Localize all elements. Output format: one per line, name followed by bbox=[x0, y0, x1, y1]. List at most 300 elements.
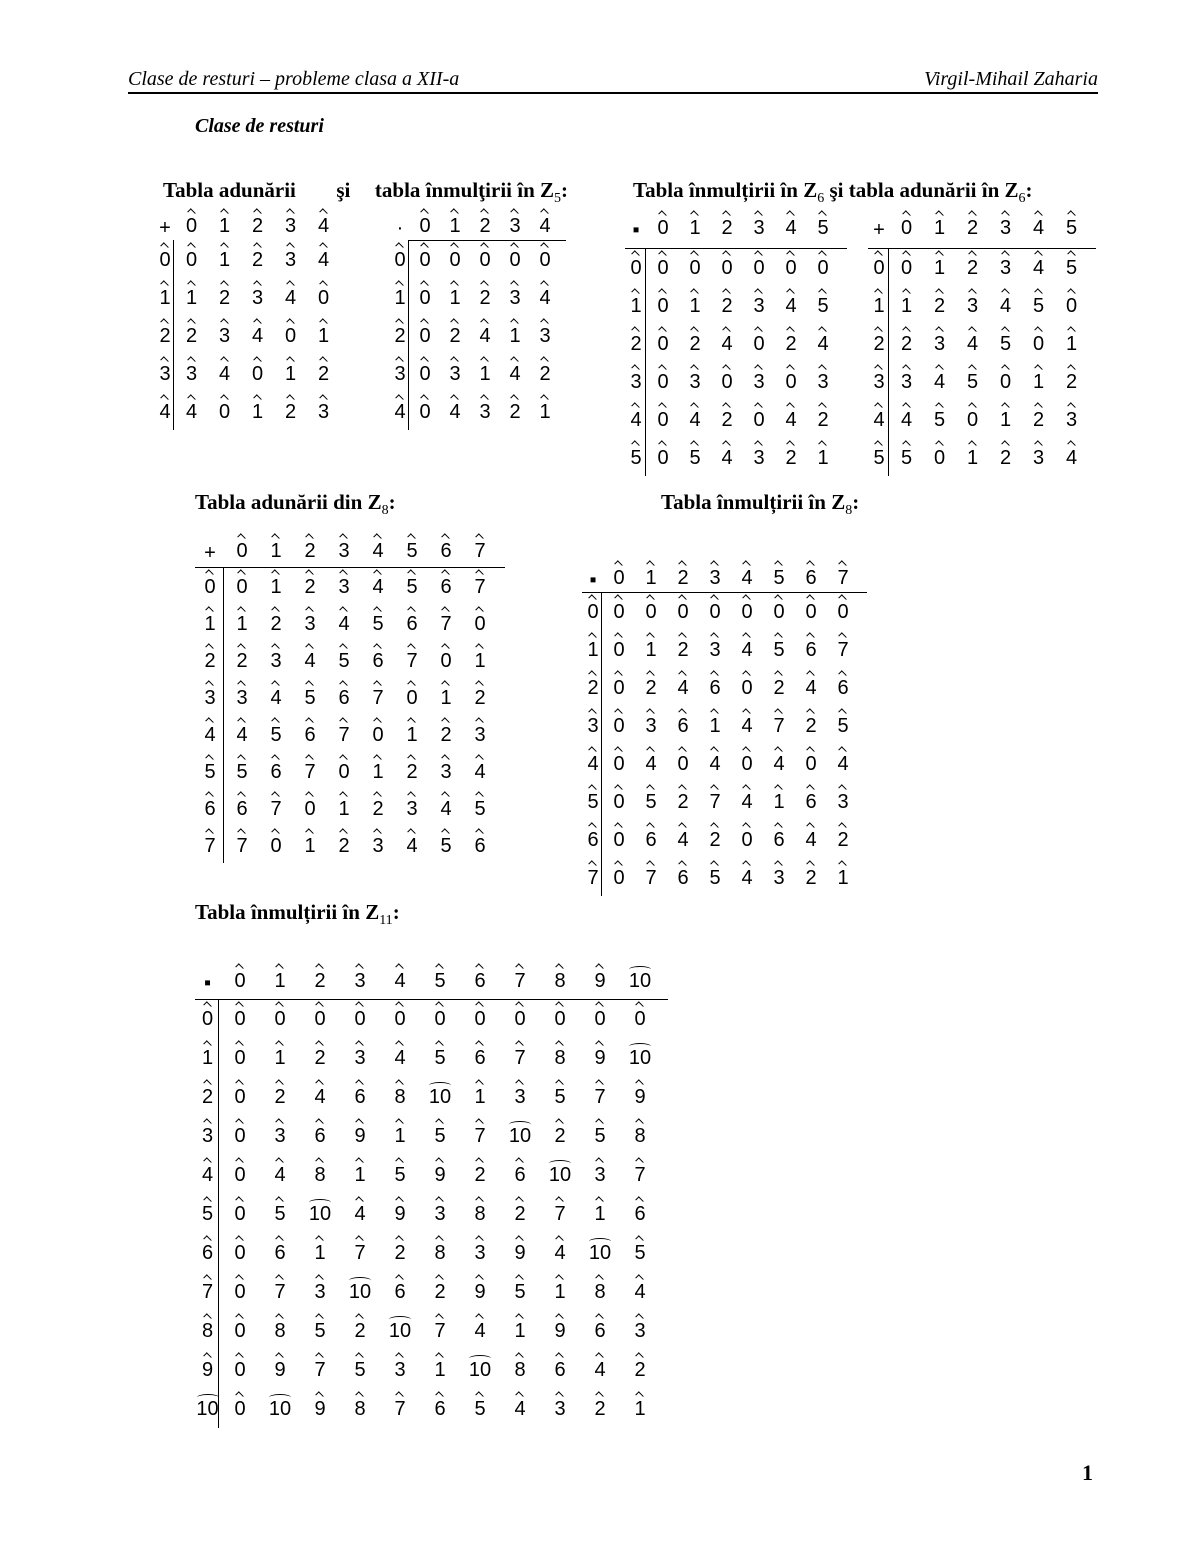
table-cell: 0 bbox=[647, 290, 679, 316]
table-cell: 4 bbox=[763, 748, 795, 774]
row-header: 0 bbox=[625, 252, 647, 278]
row-header: 5 bbox=[195, 1198, 220, 1224]
table-cell: 0 bbox=[923, 442, 956, 468]
table-cell: 2 bbox=[259, 608, 293, 634]
table-cell: 5 bbox=[380, 1159, 420, 1185]
table-cell: 2 bbox=[795, 862, 827, 888]
table-cell: 5 bbox=[500, 1276, 540, 1302]
table-cell: 7 bbox=[463, 571, 497, 597]
table-cell: 10 bbox=[420, 1081, 460, 1107]
table-cell: 5 bbox=[460, 1393, 500, 1419]
table-cell: 1 bbox=[540, 1276, 580, 1302]
table-cell: 6 bbox=[795, 634, 827, 660]
caption-z5-and: şi bbox=[336, 178, 351, 202]
table-cell: 5 bbox=[679, 442, 711, 468]
document-title: Clase de resturi bbox=[195, 115, 324, 137]
table-cell: 3 bbox=[470, 396, 500, 422]
table-cell: 4 bbox=[890, 404, 923, 430]
column-header: 1 bbox=[679, 212, 711, 238]
column-header: 4 bbox=[530, 210, 560, 236]
table-cell: 0 bbox=[743, 404, 775, 430]
table-cell: 6 bbox=[340, 1081, 380, 1107]
caption-z5-sub: 5 bbox=[554, 191, 562, 207]
table-cell: 3 bbox=[679, 366, 711, 392]
table-cell: 8 bbox=[340, 1393, 380, 1419]
table-cell: 1 bbox=[274, 358, 307, 384]
table-cell: 1 bbox=[361, 756, 395, 782]
table-cell: 0 bbox=[699, 596, 731, 622]
table-cell: 7 bbox=[225, 830, 259, 856]
table-cell: 4 bbox=[956, 328, 989, 354]
table-cell: 1 bbox=[699, 710, 731, 736]
row-header: 4 bbox=[195, 1159, 220, 1185]
column-header: 4 bbox=[775, 212, 807, 238]
table-cell: 0 bbox=[410, 282, 440, 308]
table-cell: 0 bbox=[775, 366, 807, 392]
table-cell: 0 bbox=[731, 824, 763, 850]
table-cell: 7 bbox=[327, 719, 361, 745]
table-cell: 2 bbox=[175, 320, 208, 346]
column-header: 1 bbox=[923, 212, 956, 238]
table-cell: 0 bbox=[775, 252, 807, 278]
table-cell: 10 bbox=[580, 1237, 620, 1263]
table-cell: 0 bbox=[220, 1393, 260, 1419]
caption-z8-add bbox=[195, 490, 396, 519]
table-cell: 4 bbox=[307, 244, 340, 270]
table-cell: 1 bbox=[440, 282, 470, 308]
table-cell: 4 bbox=[699, 748, 731, 774]
row-header: 3 bbox=[868, 366, 890, 392]
column-header: 0 bbox=[647, 212, 679, 238]
table-cell: 0 bbox=[603, 748, 635, 774]
table-cell: 1 bbox=[679, 290, 711, 316]
column-header: 3 bbox=[500, 210, 530, 236]
table-cell: 1 bbox=[260, 1042, 300, 1068]
table-cell: 3 bbox=[500, 1081, 540, 1107]
column-header: 5 bbox=[1055, 212, 1088, 238]
table-cell: 2 bbox=[890, 328, 923, 354]
row-header: 0 bbox=[195, 571, 225, 597]
table-cell: 5 bbox=[540, 1081, 580, 1107]
column-header: 4 bbox=[361, 535, 395, 561]
table-cell: 0 bbox=[647, 404, 679, 430]
table-cell: 2 bbox=[763, 672, 795, 698]
table-cell: 3 bbox=[463, 719, 497, 745]
table-operator: · bbox=[396, 217, 404, 239]
table-cell: 3 bbox=[540, 1393, 580, 1419]
table-cell: 6 bbox=[395, 608, 429, 634]
table-cell: 2 bbox=[711, 404, 743, 430]
table-cell: 0 bbox=[300, 1003, 340, 1029]
row-header: 5 bbox=[195, 756, 225, 782]
table-cell: 1 bbox=[989, 404, 1022, 430]
table-cell: 10 bbox=[380, 1315, 420, 1341]
table-cell: 3 bbox=[890, 366, 923, 392]
table-cell: 0 bbox=[603, 824, 635, 850]
table-cell: 6 bbox=[260, 1237, 300, 1263]
column-header: 4 bbox=[1022, 212, 1055, 238]
row-header: 4 bbox=[582, 748, 604, 774]
row-header: 3 bbox=[155, 358, 175, 384]
row-header: 4 bbox=[868, 404, 890, 430]
table-cell: 0 bbox=[293, 793, 327, 819]
table-cell: 9 bbox=[540, 1315, 580, 1341]
table-cell: 6 bbox=[327, 682, 361, 708]
table-cell: 6 bbox=[620, 1198, 660, 1224]
table-cell: 4 bbox=[380, 1042, 420, 1068]
table-cell: 0 bbox=[603, 710, 635, 736]
table-cell: 4 bbox=[540, 1237, 580, 1263]
column-header: 2 bbox=[470, 210, 500, 236]
table-cell: 9 bbox=[260, 1354, 300, 1380]
column-header: 5 bbox=[807, 212, 839, 238]
table-cell: 4 bbox=[731, 862, 763, 888]
table-cell: 2 bbox=[361, 793, 395, 819]
row-header: 2 bbox=[390, 320, 410, 346]
column-header: 7 bbox=[827, 562, 859, 588]
table-cell: 1 bbox=[807, 442, 839, 468]
table-cell: 10 bbox=[620, 1042, 660, 1068]
table-cell: 8 bbox=[460, 1198, 500, 1224]
table-cell: 2 bbox=[679, 328, 711, 354]
table-cell: 0 bbox=[620, 1003, 660, 1029]
row-header: 3 bbox=[582, 710, 604, 736]
table-cell: 2 bbox=[300, 1042, 340, 1068]
caption-z5-colon: : bbox=[561, 178, 569, 202]
table-cell: 1 bbox=[241, 396, 274, 422]
row-header: 3 bbox=[390, 358, 410, 384]
caption-z11-colon: : bbox=[392, 900, 400, 924]
table-cell: 6 bbox=[763, 824, 795, 850]
table-cell: 1 bbox=[460, 1081, 500, 1107]
table-cell: 8 bbox=[500, 1354, 540, 1380]
table-cell: 2 bbox=[667, 634, 699, 660]
table-cell: 4 bbox=[731, 710, 763, 736]
table-cell: 2 bbox=[463, 682, 497, 708]
table-cell: 0 bbox=[460, 1003, 500, 1029]
table-cell: 0 bbox=[241, 358, 274, 384]
row-header: 0 bbox=[155, 244, 175, 270]
caption-z8-mul-colon: : bbox=[852, 490, 860, 514]
table-cell: 7 bbox=[340, 1237, 380, 1263]
table-cell: 4 bbox=[470, 320, 500, 346]
table-cell: 3 bbox=[807, 366, 839, 392]
table-cell: 2 bbox=[395, 756, 429, 782]
table-cell: 2 bbox=[807, 404, 839, 430]
table-cell: 0 bbox=[260, 1003, 300, 1029]
column-header: 4 bbox=[731, 562, 763, 588]
table-cell: 2 bbox=[241, 244, 274, 270]
table-cell: 0 bbox=[220, 1003, 260, 1029]
table-cell: 0 bbox=[827, 596, 859, 622]
table-cell: 7 bbox=[429, 608, 463, 634]
table-cell: 7 bbox=[540, 1198, 580, 1224]
table-cell: 4 bbox=[530, 282, 560, 308]
caption-z8-add-sub: 8 bbox=[381, 503, 389, 519]
table-cell: 0 bbox=[580, 1003, 620, 1029]
table-cell: 3 bbox=[208, 320, 241, 346]
table-cell: 1 bbox=[580, 1198, 620, 1224]
column-header: 5 bbox=[763, 562, 795, 588]
table-cell: 4 bbox=[635, 748, 667, 774]
caption-z6-add: şi tabla adunării în Z bbox=[824, 178, 1019, 202]
table-cell: 5 bbox=[327, 645, 361, 671]
table-operator: ▪ bbox=[632, 219, 640, 241]
table-cell: 2 bbox=[827, 824, 859, 850]
table-cell: 0 bbox=[731, 748, 763, 774]
table-cell: 5 bbox=[956, 366, 989, 392]
table-cell: 8 bbox=[380, 1081, 420, 1107]
table-cell: 3 bbox=[274, 244, 307, 270]
table-cell: 7 bbox=[500, 1042, 540, 1068]
table-cell: 4 bbox=[395, 830, 429, 856]
table-cell: 0 bbox=[220, 1159, 260, 1185]
table-cell: 1 bbox=[827, 862, 859, 888]
table-cell: 2 bbox=[274, 396, 307, 422]
table-cell: 3 bbox=[395, 793, 429, 819]
row-header: 1 bbox=[195, 608, 225, 634]
table-cell: 1 bbox=[395, 719, 429, 745]
table-cell: 4 bbox=[620, 1276, 660, 1302]
table-cell: 9 bbox=[420, 1159, 460, 1185]
row-header: 1 bbox=[582, 634, 604, 660]
table-cell: 8 bbox=[300, 1159, 340, 1185]
table-cell: 0 bbox=[743, 328, 775, 354]
table-cell: 1 bbox=[429, 682, 463, 708]
caption-z5-mul: tabla înmulţirii în Z bbox=[374, 178, 555, 202]
table-cell: 7 bbox=[395, 645, 429, 671]
table-cell: 3 bbox=[1022, 442, 1055, 468]
header-rule bbox=[408, 240, 566, 241]
table-cell: 6 bbox=[293, 719, 327, 745]
table-cell: 5 bbox=[225, 756, 259, 782]
table-cell: 3 bbox=[260, 1120, 300, 1146]
table-cell: 2 bbox=[500, 1198, 540, 1224]
table-cell: 0 bbox=[603, 672, 635, 698]
table-cell: 0 bbox=[530, 244, 560, 270]
column-header: 2 bbox=[667, 562, 699, 588]
table-cell: 2 bbox=[327, 830, 361, 856]
table-cell: 0 bbox=[1055, 290, 1088, 316]
table-cell: 0 bbox=[420, 1003, 460, 1029]
table-cell: 4 bbox=[361, 571, 395, 597]
table-cell: 3 bbox=[420, 1198, 460, 1224]
table-cell: 0 bbox=[220, 1198, 260, 1224]
table-cell: 6 bbox=[460, 1042, 500, 1068]
table-cell: 0 bbox=[647, 252, 679, 278]
table-cell: 0 bbox=[647, 328, 679, 354]
table-cell: 6 bbox=[225, 793, 259, 819]
table-cell: 3 bbox=[460, 1237, 500, 1263]
table-cell: 0 bbox=[225, 571, 259, 597]
table-cell: 5 bbox=[420, 1042, 460, 1068]
table-cell: 4 bbox=[711, 328, 743, 354]
table-cell: 9 bbox=[300, 1393, 340, 1419]
table-cell: 7 bbox=[260, 1276, 300, 1302]
table-cell: 5 bbox=[259, 719, 293, 745]
table-cell: 0 bbox=[410, 358, 440, 384]
table-operator: + bbox=[204, 542, 216, 564]
table-cell: 4 bbox=[827, 748, 859, 774]
table-cell: 1 bbox=[1055, 328, 1088, 354]
row-header: 5 bbox=[868, 442, 890, 468]
table-cell: 2 bbox=[293, 571, 327, 597]
column-header: 2 bbox=[300, 965, 340, 991]
row-header: 1 bbox=[868, 290, 890, 316]
table-cell: 2 bbox=[208, 282, 241, 308]
row-header: 2 bbox=[625, 328, 647, 354]
column-header: 4 bbox=[307, 210, 340, 236]
table-cell: 0 bbox=[711, 366, 743, 392]
table-cell: 1 bbox=[890, 290, 923, 316]
table-cell: 3 bbox=[827, 786, 859, 812]
page-number: 1 bbox=[1082, 1460, 1093, 1485]
table-cell: 5 bbox=[989, 328, 1022, 354]
table-cell: 2 bbox=[580, 1393, 620, 1419]
table-cell: 2 bbox=[440, 320, 470, 346]
table-cell: 6 bbox=[667, 862, 699, 888]
table-cell: 7 bbox=[259, 793, 293, 819]
table-cell: 0 bbox=[711, 252, 743, 278]
table-cell: 1 bbox=[327, 793, 361, 819]
table-cell: 3 bbox=[429, 756, 463, 782]
table-cell: 1 bbox=[956, 442, 989, 468]
table-cell: 2 bbox=[923, 290, 956, 316]
column-header: 2 bbox=[956, 212, 989, 238]
table-cell: 9 bbox=[380, 1198, 420, 1224]
table-cell: 4 bbox=[795, 824, 827, 850]
row-header: 6 bbox=[195, 1237, 220, 1263]
row-header: 7 bbox=[582, 862, 604, 888]
column-header: 7 bbox=[500, 965, 540, 991]
table-cell: 1 bbox=[635, 634, 667, 660]
column-header: 3 bbox=[340, 965, 380, 991]
table-cell: 7 bbox=[380, 1393, 420, 1419]
table-cell: 6 bbox=[795, 786, 827, 812]
table-cell: 6 bbox=[429, 571, 463, 597]
table-cell: 7 bbox=[361, 682, 395, 708]
row-header: 3 bbox=[625, 366, 647, 392]
table-cell: 1 bbox=[1022, 366, 1055, 392]
table-cell: 3 bbox=[225, 682, 259, 708]
table-cell: 1 bbox=[923, 252, 956, 278]
caption-z6-mul: Tabla înmulțirii în Z bbox=[633, 178, 818, 202]
table-cell: 5 bbox=[361, 608, 395, 634]
table-cell: 0 bbox=[500, 244, 530, 270]
table-cell: 6 bbox=[580, 1315, 620, 1341]
table-cell: 5 bbox=[1055, 252, 1088, 278]
table-cell: 9 bbox=[580, 1042, 620, 1068]
table-cell: 6 bbox=[500, 1159, 540, 1185]
table-cell: 4 bbox=[1055, 442, 1088, 468]
row-header: 2 bbox=[582, 672, 604, 698]
table-cell: 2 bbox=[540, 1120, 580, 1146]
column-header: 1 bbox=[208, 210, 241, 236]
table-cell: 4 bbox=[795, 672, 827, 698]
row-header: 7 bbox=[195, 1276, 220, 1302]
table-cell: 7 bbox=[763, 710, 795, 736]
column-header: 8 bbox=[540, 965, 580, 991]
column-header: 0 bbox=[410, 210, 440, 236]
table-cell: 6 bbox=[635, 824, 667, 850]
table-cell: 1 bbox=[470, 358, 500, 384]
table-cell: 0 bbox=[463, 608, 497, 634]
table-operator: ▪ bbox=[589, 569, 597, 591]
table-cell: 0 bbox=[603, 862, 635, 888]
table-cell: 5 bbox=[463, 793, 497, 819]
table-cell: 0 bbox=[220, 1042, 260, 1068]
table-cell: 5 bbox=[1022, 290, 1055, 316]
table-cell: 8 bbox=[420, 1237, 460, 1263]
table-cell: 2 bbox=[956, 252, 989, 278]
header-title: Clase de resturi – probleme clasa a XII-a bbox=[128, 68, 460, 90]
caption-z8-mul-text: Tabla înmulțirii în Z bbox=[661, 490, 846, 514]
running-header bbox=[128, 68, 1098, 94]
table-cell: 4 bbox=[731, 634, 763, 660]
table-operator: + bbox=[873, 219, 885, 241]
table-cell: 3 bbox=[699, 634, 731, 660]
table-cell: 3 bbox=[380, 1354, 420, 1380]
table-cell: 5 bbox=[763, 634, 795, 660]
table-cell: 0 bbox=[380, 1003, 420, 1029]
table-cell: 7 bbox=[699, 786, 731, 812]
table-cell: 8 bbox=[540, 1042, 580, 1068]
row-header: 2 bbox=[155, 320, 175, 346]
table-cell: 1 bbox=[175, 282, 208, 308]
table-cell: 4 bbox=[711, 442, 743, 468]
table-cell: 0 bbox=[274, 320, 307, 346]
table-cell: 5 bbox=[890, 442, 923, 468]
table-cell: 6 bbox=[827, 672, 859, 698]
row-header: 1 bbox=[625, 290, 647, 316]
table-cell: 1 bbox=[340, 1159, 380, 1185]
table-cell: 0 bbox=[361, 719, 395, 745]
table-cell: 10 bbox=[300, 1198, 340, 1224]
row-header: 6 bbox=[582, 824, 604, 850]
column-header: 0 bbox=[603, 562, 635, 588]
row-header: 4 bbox=[390, 396, 410, 422]
table-cell: 1 bbox=[420, 1354, 460, 1380]
table-cell: 5 bbox=[807, 290, 839, 316]
table-cell: 4 bbox=[327, 608, 361, 634]
column-header: 3 bbox=[327, 535, 361, 561]
table-cell: 4 bbox=[259, 682, 293, 708]
table-cell: 5 bbox=[260, 1198, 300, 1224]
table-cell: 0 bbox=[679, 252, 711, 278]
column-header: 0 bbox=[220, 965, 260, 991]
row-header: 4 bbox=[625, 404, 647, 430]
table-cell: 2 bbox=[530, 358, 560, 384]
table-cell: 0 bbox=[327, 756, 361, 782]
table-cell: 2 bbox=[775, 328, 807, 354]
table-cell: 3 bbox=[989, 252, 1022, 278]
column-header: 1 bbox=[635, 562, 667, 588]
table-cell: 0 bbox=[763, 596, 795, 622]
table-cell: 5 bbox=[923, 404, 956, 430]
table-cell: 3 bbox=[175, 358, 208, 384]
table-cell: 9 bbox=[460, 1276, 500, 1302]
table-cell: 0 bbox=[989, 366, 1022, 392]
table-cell: 2 bbox=[307, 358, 340, 384]
table-cell: 0 bbox=[440, 244, 470, 270]
table-cell: 9 bbox=[340, 1120, 380, 1146]
table-cell: 4 bbox=[300, 1081, 340, 1107]
table-cell: 2 bbox=[225, 645, 259, 671]
table-cell: 2 bbox=[429, 719, 463, 745]
table-cell: 1 bbox=[530, 396, 560, 422]
table-cell: 6 bbox=[361, 645, 395, 671]
table-cell: 10 bbox=[460, 1354, 500, 1380]
